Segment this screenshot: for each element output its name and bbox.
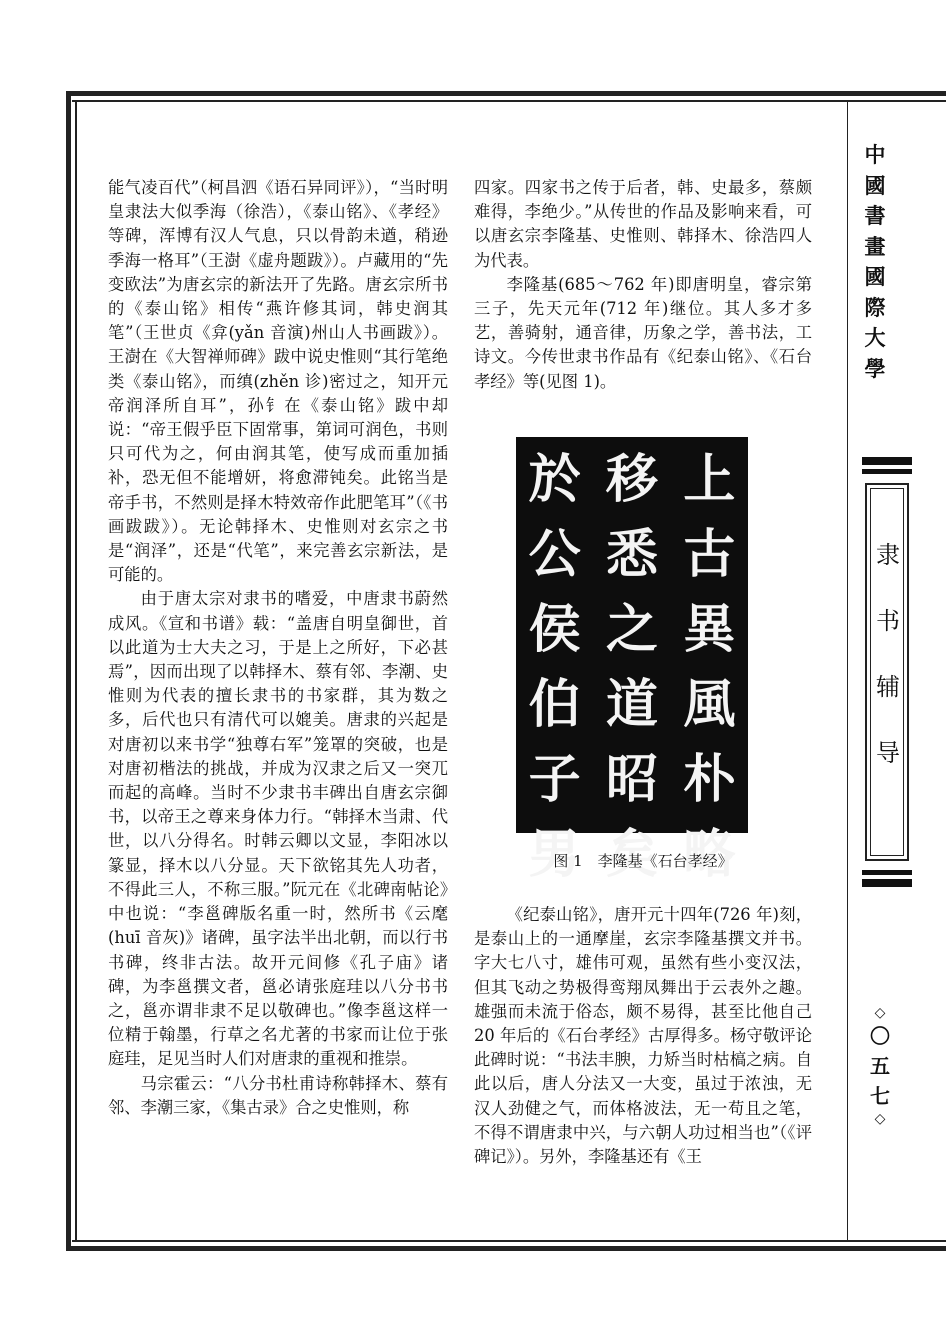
frame-inner-bottom-rule — [72, 1240, 946, 1242]
section-title-char: 辅 — [876, 673, 900, 701]
rubbing-glyph: 昭 — [606, 749, 659, 810]
school-name-char: 畫 — [864, 233, 886, 259]
rubbing-glyph: 矣 — [606, 824, 659, 885]
school-name — [858, 140, 892, 384]
section-title-char: 导 — [876, 739, 900, 767]
rubbing-glyph: 移 — [606, 449, 659, 510]
diamond-ornament: ◇ — [874, 1005, 886, 1021]
paragraph: 由于唐太宗对隶书的嗜爱，中唐隶书蔚然成风。《宣和书谱》载：“盖唐自明皇御世，首以此道为士大夫之习，于是上之所好，下必甚焉”，因而出现了以韩择木、蔡有邻、李潮、史惟则为代表的擅长隶书的书家群，其为数之多，后代也只有清代可以媲美。唐隶的兴起是对唐初以来书学“独尊右军”笼罩的突破，也是对唐初楷法的挑战，并成为汉隶之后又一突兀而起的高峰。当时不少隶书丰碑出自唐玄宗御书，以帝王之尊来身体力行。“韩择木当肃、代世，以八分得名。时韩云卿以文显，李阳冰以篆显，择木以八分显。天下欲铭其先人功者，不得此三人，不称三服。”阮元在《北碑南帖论》中也说：“李邕碑版名重一时，然所书《云麾(huī 音灰)》诸碑，虽字法半出北朝，而以行书书碑，终非古法。故开元间修《孔子庙》诸碑，为李邕撰文者，邕必请张庭珪以八分书书之，邕亦谓非隶不足以敬碑也。”像李邕这样一位精于翰墨，行草之名尤著的书家而让位于张庭珪，足见当时人们对唐隶的重视和推崇。 — [108, 589, 448, 1069]
frame-inner-left-rule — [75, 100, 77, 1242]
figure-caption: 图 1 李隆基《石台孝经》 — [553, 852, 733, 870]
rubbing-glyph: 異 — [683, 599, 736, 660]
page-number-char: 五 — [870, 1054, 890, 1078]
page-number — [862, 1005, 898, 1127]
rubbing-glyph: 略 — [683, 824, 736, 885]
paragraph: 四家。四家书之传于后者，韩、史最多，蔡颇难得，李绝少。”从传世的作品及影响来看，可以唐玄宗李隆基、史惟则、韩择木、徐浩四人为代表。 — [474, 178, 812, 270]
frame-inner-top-rule — [72, 100, 946, 102]
tab-bar-bottom-thin — [862, 870, 912, 875]
school-name-char: 大 — [864, 325, 886, 350]
school-name-char: 際 — [864, 294, 886, 320]
section-tab — [862, 457, 912, 887]
right-column-top — [474, 176, 812, 394]
page-number-char: 七 — [870, 1084, 890, 1108]
diamond-ornament: ◇ — [874, 1111, 886, 1127]
school-name-char: 學 — [864, 355, 886, 381]
section-title — [868, 543, 908, 807]
sidebar-divider — [847, 100, 848, 1240]
tab-bar-top — [862, 457, 912, 465]
rubbing-glyph: 子 — [528, 749, 581, 810]
paragraph: 《纪泰山铭》，唐开元十四年(726 年)刻，是泰山上的一通摩崖，玄宗李隆基撰文并书。字大七八寸，雄伟可观，虽然有些小变汉法，但其飞动之势极得鸾翔凤舞出于云表外之趣。雄强而未流于俗态，颇不易得，甚至比他自己 20 年后的《石台孝经》古厚得多。杨守敬评论此碑时说：“书法丰腴，力矫当时枯槁之病。自此以后，唐人分法又一大变，虽过于浓浊，无汉人劲健之气，而体格波法，无一苟且之笔，不得不谓唐隶中兴，与六朝人功过相当也”（《评碑记》）。另外，李隆基还有《王 — [474, 905, 812, 1167]
paragraph: 李隆基(685～762 年)即唐明皇，睿宗第三子，先天元年(712 年)继位。其人多才多艺，善骑射，通音律，历象之学，善书法，工诗文。今传世隶书作品有《纪泰山铭》、《石台孝经》等(见图 1)。 — [474, 274, 812, 391]
school-name-char: 國 — [864, 172, 886, 198]
paragraph: 马宗霍云：“八分书杜甫诗称韩择木、蔡有邻、李潮三家，《集古录》合之史惟则，称 — [108, 1073, 448, 1117]
rubbing-glyph: 悉 — [606, 524, 659, 585]
school-name-char: 中 — [864, 142, 886, 167]
section-title-char: 书 — [876, 607, 900, 635]
rubbing-glyph: 上 — [683, 449, 736, 510]
left-column — [108, 176, 448, 1120]
tab-bar-bottom — [862, 879, 912, 887]
rubbing-glyph: 侯 — [528, 599, 581, 660]
rubbing-glyph: 伯 — [528, 674, 581, 735]
rubbing-glyph: 朴 — [683, 749, 736, 810]
page-number-char: 〇 — [870, 1024, 890, 1048]
tab-bar-top-thin — [862, 469, 912, 474]
rubbing-glyph: 於 — [528, 449, 581, 510]
rubbing-glyph: 道 — [606, 674, 659, 735]
school-name-char: 國 — [864, 264, 886, 289]
rubbing-glyph: 公 — [528, 524, 581, 585]
right-column-bottom — [474, 903, 812, 1169]
rubbing-glyph: 風 — [683, 674, 736, 735]
paragraph: 能气凌百代”（柯昌泗《语石异同评》），“当时明皇隶法大似季海（徐浩），《泰山铭》、《孝经》等碑，浑博有汉人气息，只以骨韵未遒，稍逊季海一格耳”（王澍《虚舟题跋》）。卢藏用的“先变欧法”为唐玄宗的新法开了先路。唐玄宗所书的《泰山铭》相传“燕许修其词，韩史润其笔”（王世贞《弇(yǎn 音演)州山人书画跋》）。王澍在《大智禅师碑》跋中说史惟则“其行笔绝类《泰山铭》，而缜(zhěn 诊)密过之，知开元帝润泽所自耳”，孙钅在《泰山铭》跋中却说：“帝王假乎臣下固常事，第词可润色，书则只可代为之，何由润其笔，使写成而重加插补，恐无但不能增妍，将愈滞钝矣。此铭当是帝手书，不然则是择木特效帝作此肥笔耳”（《书画跋跋》）。无论韩择木、史惟则对玄宗之书是“润泽”，还是“代笔”，来完善玄宗新法，是可能的。 — [108, 178, 448, 585]
rubbing-glyph: 男 — [528, 824, 581, 885]
school-name-char: 書 — [864, 203, 886, 228]
rubbing-glyph: 之 — [606, 599, 659, 660]
rubbing-glyph: 古 — [683, 524, 736, 585]
section-title-char: 隶 — [876, 541, 900, 569]
